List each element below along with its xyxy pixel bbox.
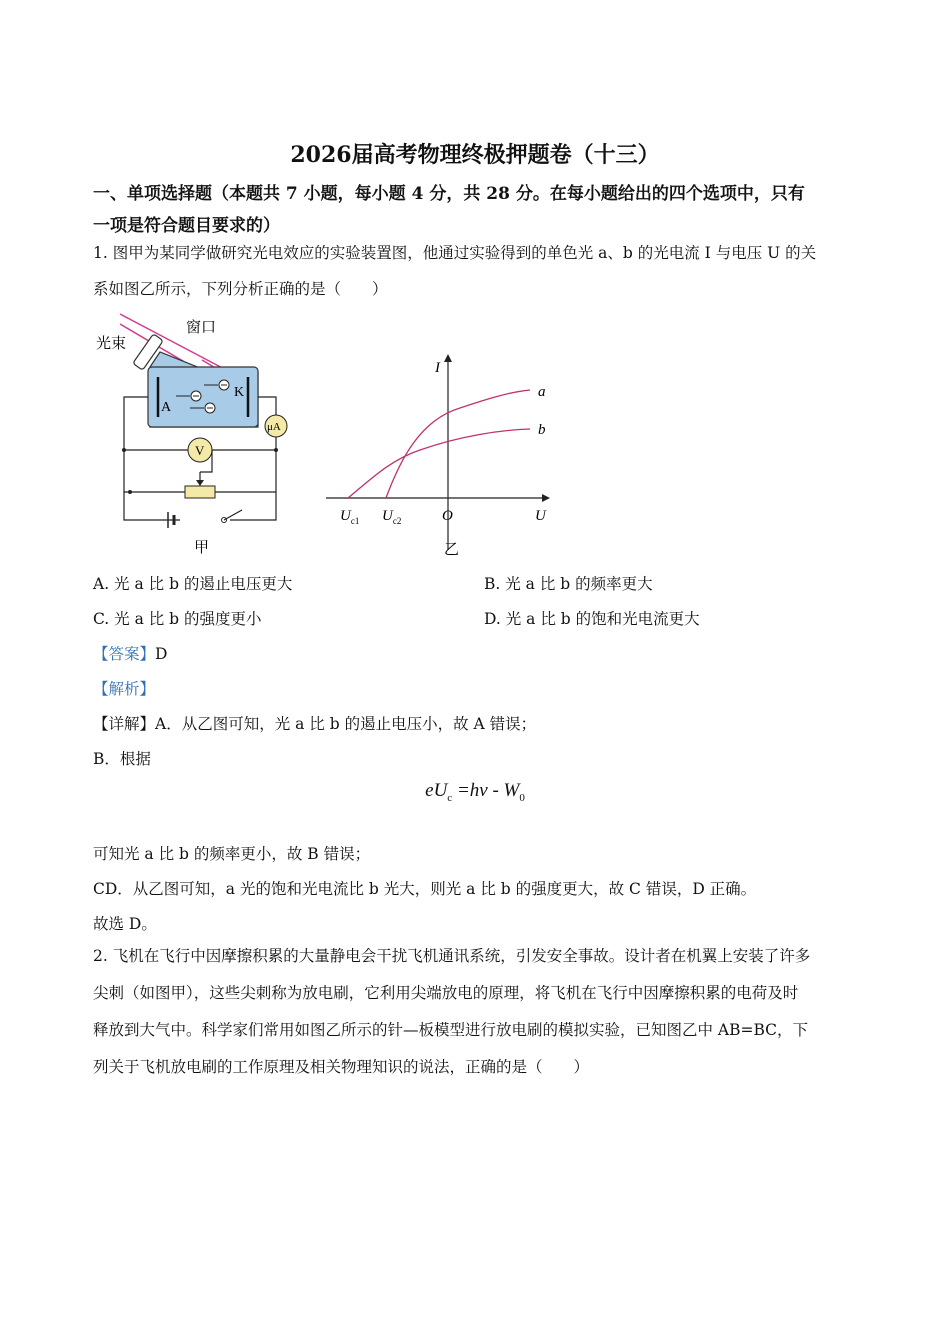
label-curve-a: a [538,384,546,400]
label-origin: O [442,508,453,524]
figure-jia-caption: 甲 [194,540,210,556]
q2-stem-line2: 尖刺（如图甲），这些尖刺称为放电刷，它利用尖端放电的原理，将飞机在飞行中因摩擦积累的电荷及时 [93,984,799,1002]
detail-b2: 可知光 a 比 b 的频率更小，故 B 错误； [93,845,371,863]
rheostat-icon [185,486,215,498]
option-d[interactable]: D. 光 a 比 b 的饱和光电流更大 [484,610,700,628]
q1-stem-line1: 1. 图甲为某同学做研究光电效应的实验装置图，他通过实验得到的单色光 a、b 的光电流 I 与电压 U 的关 [93,244,817,262]
q2-stem-line4: 列关于飞机放电刷的工作原理及相关物理知识的说法，正确的是（ ） [93,1058,590,1076]
label-uc1: $U_{c1}$ [340,508,360,526]
section-heading-line2: 一项是符合题目要求的） [93,216,280,236]
label-axis-u: U [535,508,546,524]
answer-tag: 【答案】 [93,645,156,663]
option-b[interactable]: B. 光 a 比 b 的频率更大 [484,575,653,593]
answer-value: D [155,645,168,663]
label-uc2: $U_{c2}$ [382,508,402,526]
label-voltmeter: V [195,443,205,458]
curve-b [348,429,530,498]
q1-stem-line2: 系如图乙所示，下列分析正确的是（ ） [93,280,388,298]
detail-b: B．根据 [93,750,151,768]
label-plate-a: A [161,400,172,415]
figure-yi-iu-graph [320,350,560,560]
label-axis-i: I [435,360,440,376]
label-plate-k: K [234,385,245,400]
answer-line [93,642,167,664]
label-curve-b: b [538,422,546,438]
page-title: 2026届高考物理终极押题卷（十三） [290,142,660,168]
q2-stem-line1: 2. 飞机在飞行中因摩擦积累的大量静电会干扰飞机通讯系统，引发安全事故。设计者在机翼上安装了许多 [93,947,811,965]
label-microammeter: μA [267,421,281,433]
section-heading-line1: 一、单项选择题（本题共 7 小题，每小题 4 分，共 28 分。在每小题给出的四个选项中，只有 [93,184,805,204]
option-a[interactable]: A. 光 a 比 b 的遏止电压更大 [93,575,293,593]
formula-photoelectric: $eU_c =h\nu - W_0$ [425,780,525,804]
choose-line: 故选 D。 [93,915,157,933]
option-c[interactable]: C. 光 a 比 b 的强度更小 [93,610,262,628]
label-beam: 光束 [96,336,127,352]
detail-cd: CD．从乙图可知，a 光的饱和光电流比 b 光大，则光 a 比 b 的强度更大，故 C 错误，D 正确。 [93,880,757,898]
detail-a: A．从乙图可知，光 a 比 b 的遏止电压小，故 A 错误； [155,715,537,733]
analysis-tag: 【解析】 [93,680,156,698]
figure-yi-caption: 乙 [444,542,460,558]
q2-stem-line3: 释放到大气中。科学家们常用如图乙所示的针—板模型进行放电刷的模拟实验，已知图乙中 AB=BC，下 [93,1021,809,1039]
detail-a-line [93,712,536,734]
detail-tag: 【详解】 [93,715,156,733]
figure-jia-apparatus [90,312,300,562]
label-window: 窗口 [186,320,217,336]
curve-a [386,390,530,498]
